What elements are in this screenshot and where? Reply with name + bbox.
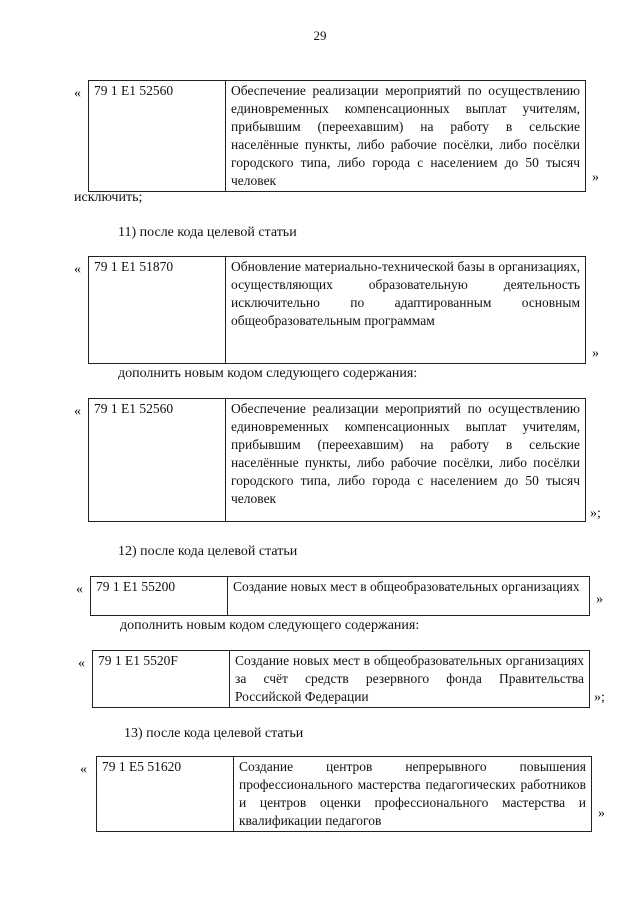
description-cell: Обновление материально-технической базы в организациях, осуществляющих образовательную деятельность исключительно по адаптированным основным общеобразовательным программам xyxy=(226,257,586,364)
open-quote: « xyxy=(78,656,85,671)
open-quote: « xyxy=(74,404,81,419)
add-code-text: дополнить новым кодом следующего содержания: xyxy=(120,618,420,633)
code-table xyxy=(90,576,590,616)
close-quote: » xyxy=(596,592,603,607)
item-12-text: 12) после кода целевой статьи xyxy=(118,544,298,559)
description-cell: Обеспечение реализации мероприятий по осуществлению единовременных компенсационных выплат учителям, прибывшим (переехавшим) на работу в сельские населённые пункты, либо рабочие посёлки, либо посёлки городского типа, либо города с населением до 50 тысяч человек xyxy=(226,81,586,192)
code-cell: 79 1 E5 51620 xyxy=(97,757,234,832)
item-13-text: 13) после кода целевой статьи xyxy=(124,726,304,741)
code-cell: 79 1 E1 52560 xyxy=(89,399,226,522)
code-cell: 79 1 E1 55200 xyxy=(91,577,228,616)
close-quote-semicolon: »; xyxy=(590,506,601,521)
code-table xyxy=(88,80,586,192)
add-code-text: дополнить новым кодом следующего содержания: xyxy=(118,366,418,381)
open-quote: « xyxy=(76,582,83,597)
description-cell: Создание новых мест в общеобразовательных организациях за счёт средств резервного фонда Правительства Российской Федерации xyxy=(230,651,590,708)
description-cell: Создание центров непрерывного повышения профессионального мастерства педагогических работников и центров оценки профессионального мастерства и квалификации педагогов xyxy=(234,757,592,832)
code-cell: 79 1 E1 51870 xyxy=(89,257,226,364)
code-table xyxy=(92,650,590,708)
code-cell: 79 1 E1 5520F xyxy=(93,651,230,708)
code-table xyxy=(88,398,586,522)
description-cell: Обеспечение реализации мероприятий по осуществлению единовременных компенсационных выплат учителям, прибывшим (переехавшим) на работу в сельские населённые пункты, либо рабочие посёлки, либо посёлки городского типа, либо города с населением до 50 тысяч человек xyxy=(226,399,586,522)
open-quote: « xyxy=(80,762,87,777)
close-quote: » xyxy=(592,346,599,361)
code-table xyxy=(96,756,592,832)
close-quote: » xyxy=(592,170,599,185)
page-number: 29 xyxy=(313,28,327,43)
close-quote-semicolon: »; xyxy=(594,690,605,705)
code-table xyxy=(88,256,586,364)
description-cell: Создание новых мест в общеобразовательных организациях xyxy=(228,577,590,616)
code-cell: 79 1 E1 52560 xyxy=(89,81,226,192)
exclude-text: исключить; xyxy=(74,190,143,205)
open-quote: « xyxy=(74,86,81,101)
item-11-text: 11) после кода целевой статьи xyxy=(118,225,297,240)
close-quote: » xyxy=(598,806,605,821)
open-quote: « xyxy=(74,262,81,277)
